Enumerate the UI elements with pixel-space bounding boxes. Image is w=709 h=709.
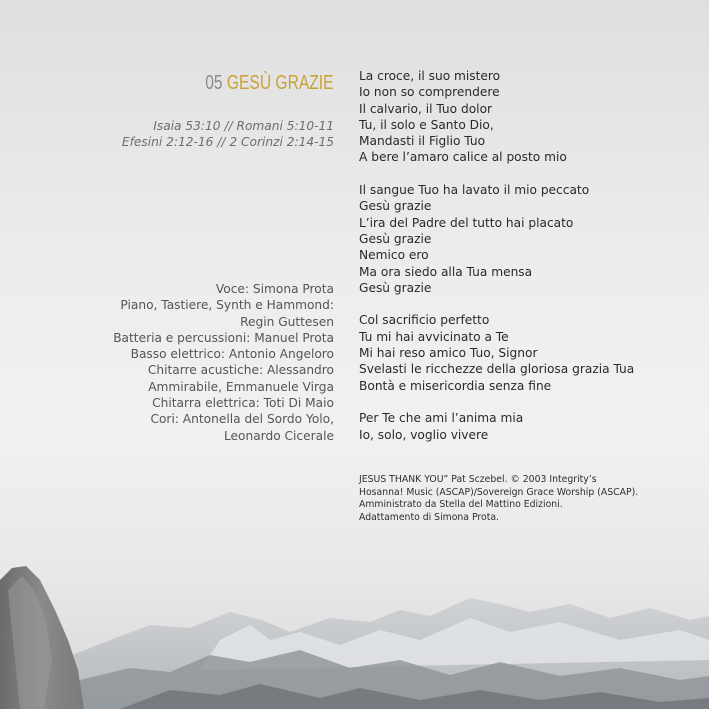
credit-line: Cori: Antonella del Sordo Yolo, [150, 412, 334, 427]
lyric-line: Io, solo, voglio vivere [359, 427, 489, 442]
song-title [206, 72, 334, 95]
lyrics-stanza-4 [359, 410, 634, 443]
track-title: GESÙ GRAZIE [227, 72, 334, 94]
credit-line: Regin Guttesen [240, 314, 334, 329]
copyright-line: Hosanna! Music (ASCAP)/Sovereign Grace Worship (ASCAP). [359, 486, 639, 498]
lyric-line: La croce, il suo mistero [359, 69, 501, 83]
lyric-line: Mandasti il Figlio Tuo [359, 134, 486, 149]
credit-line: Leonardo Cicerale [223, 428, 334, 443]
lyric-line: L’ira del Padre del tutto hai placato [359, 215, 574, 230]
lyric-line: A bere l’amaro calice al posto mio [359, 150, 567, 165]
reference-line: Efesini 2:12-16 // 2 Corinzi 2:14-15 [121, 135, 334, 150]
musician-credits [94, 281, 334, 444]
lyric-line: Gesù grazie [359, 280, 432, 295]
lyrics-stanza-2 [359, 182, 634, 296]
lyric-line: Io non so comprendere [359, 85, 500, 100]
lyric-line: Il sangue Tuo ha lavato il mio peccato [359, 183, 590, 198]
lyric-line: Tu, il solo e Santo Dio, [359, 117, 494, 132]
credit-line: Ammirabile, Emmanuele Virga [148, 379, 334, 394]
credit-line: Voce: Simona Prota [215, 282, 334, 296]
lyric-line: Svelasti le ricchezze della gloriosa grazia Tua [359, 362, 635, 377]
lyric-line: Nemico ero [359, 248, 429, 263]
lyric-line: Bontà e misericordia senza fine [359, 378, 552, 393]
lyric-line: Per Te che ami l’anima mia [359, 411, 524, 426]
lyric-line: Tu mi hai avvicinato a Te [359, 329, 509, 344]
copyright-line: JESUS THANK YOU” Pat Sczebel. © 2003 Integrity’s [359, 474, 597, 485]
credit-line: Piano, Tastiere, Synth e Hammond: [120, 298, 334, 313]
credit-line: Chitarre acustiche: Alessandro [147, 363, 334, 378]
copyright-line: Adattamento di Simona Prota. [359, 511, 499, 523]
lyric-line: Mi hai reso amico Tuo, Signor [359, 346, 538, 361]
reference-line: Isaia 53:10 // Romani 5:10-11 [153, 119, 334, 133]
lyric-line: Ma ora siedo alla Tua mensa [359, 264, 533, 279]
copyright-line: Amministrato da Stella del Mattino Edizioni. [359, 499, 563, 511]
lyric-line: Col sacrificio perfetto [359, 313, 490, 328]
lyric-line: Il calvario, il Tuo dolor [359, 101, 493, 116]
credit-line: Basso elettrico: Antonio Angeloro [130, 347, 334, 362]
lyric-line: Gesù grazie [359, 199, 432, 214]
lyric-line: Gesù grazie [359, 231, 432, 246]
bible-references [122, 118, 334, 151]
credit-line: Batteria e percussioni: Manuel Prota [113, 330, 334, 345]
track-number: 05 [205, 72, 224, 94]
credit-line: Chitarra elettrica: Toti Di Maio [152, 396, 334, 411]
lyrics-stanza-3 [359, 312, 634, 393]
lyrics-stanza-1 [359, 68, 634, 166]
lyrics [359, 68, 634, 459]
copyright-notice [359, 474, 659, 524]
